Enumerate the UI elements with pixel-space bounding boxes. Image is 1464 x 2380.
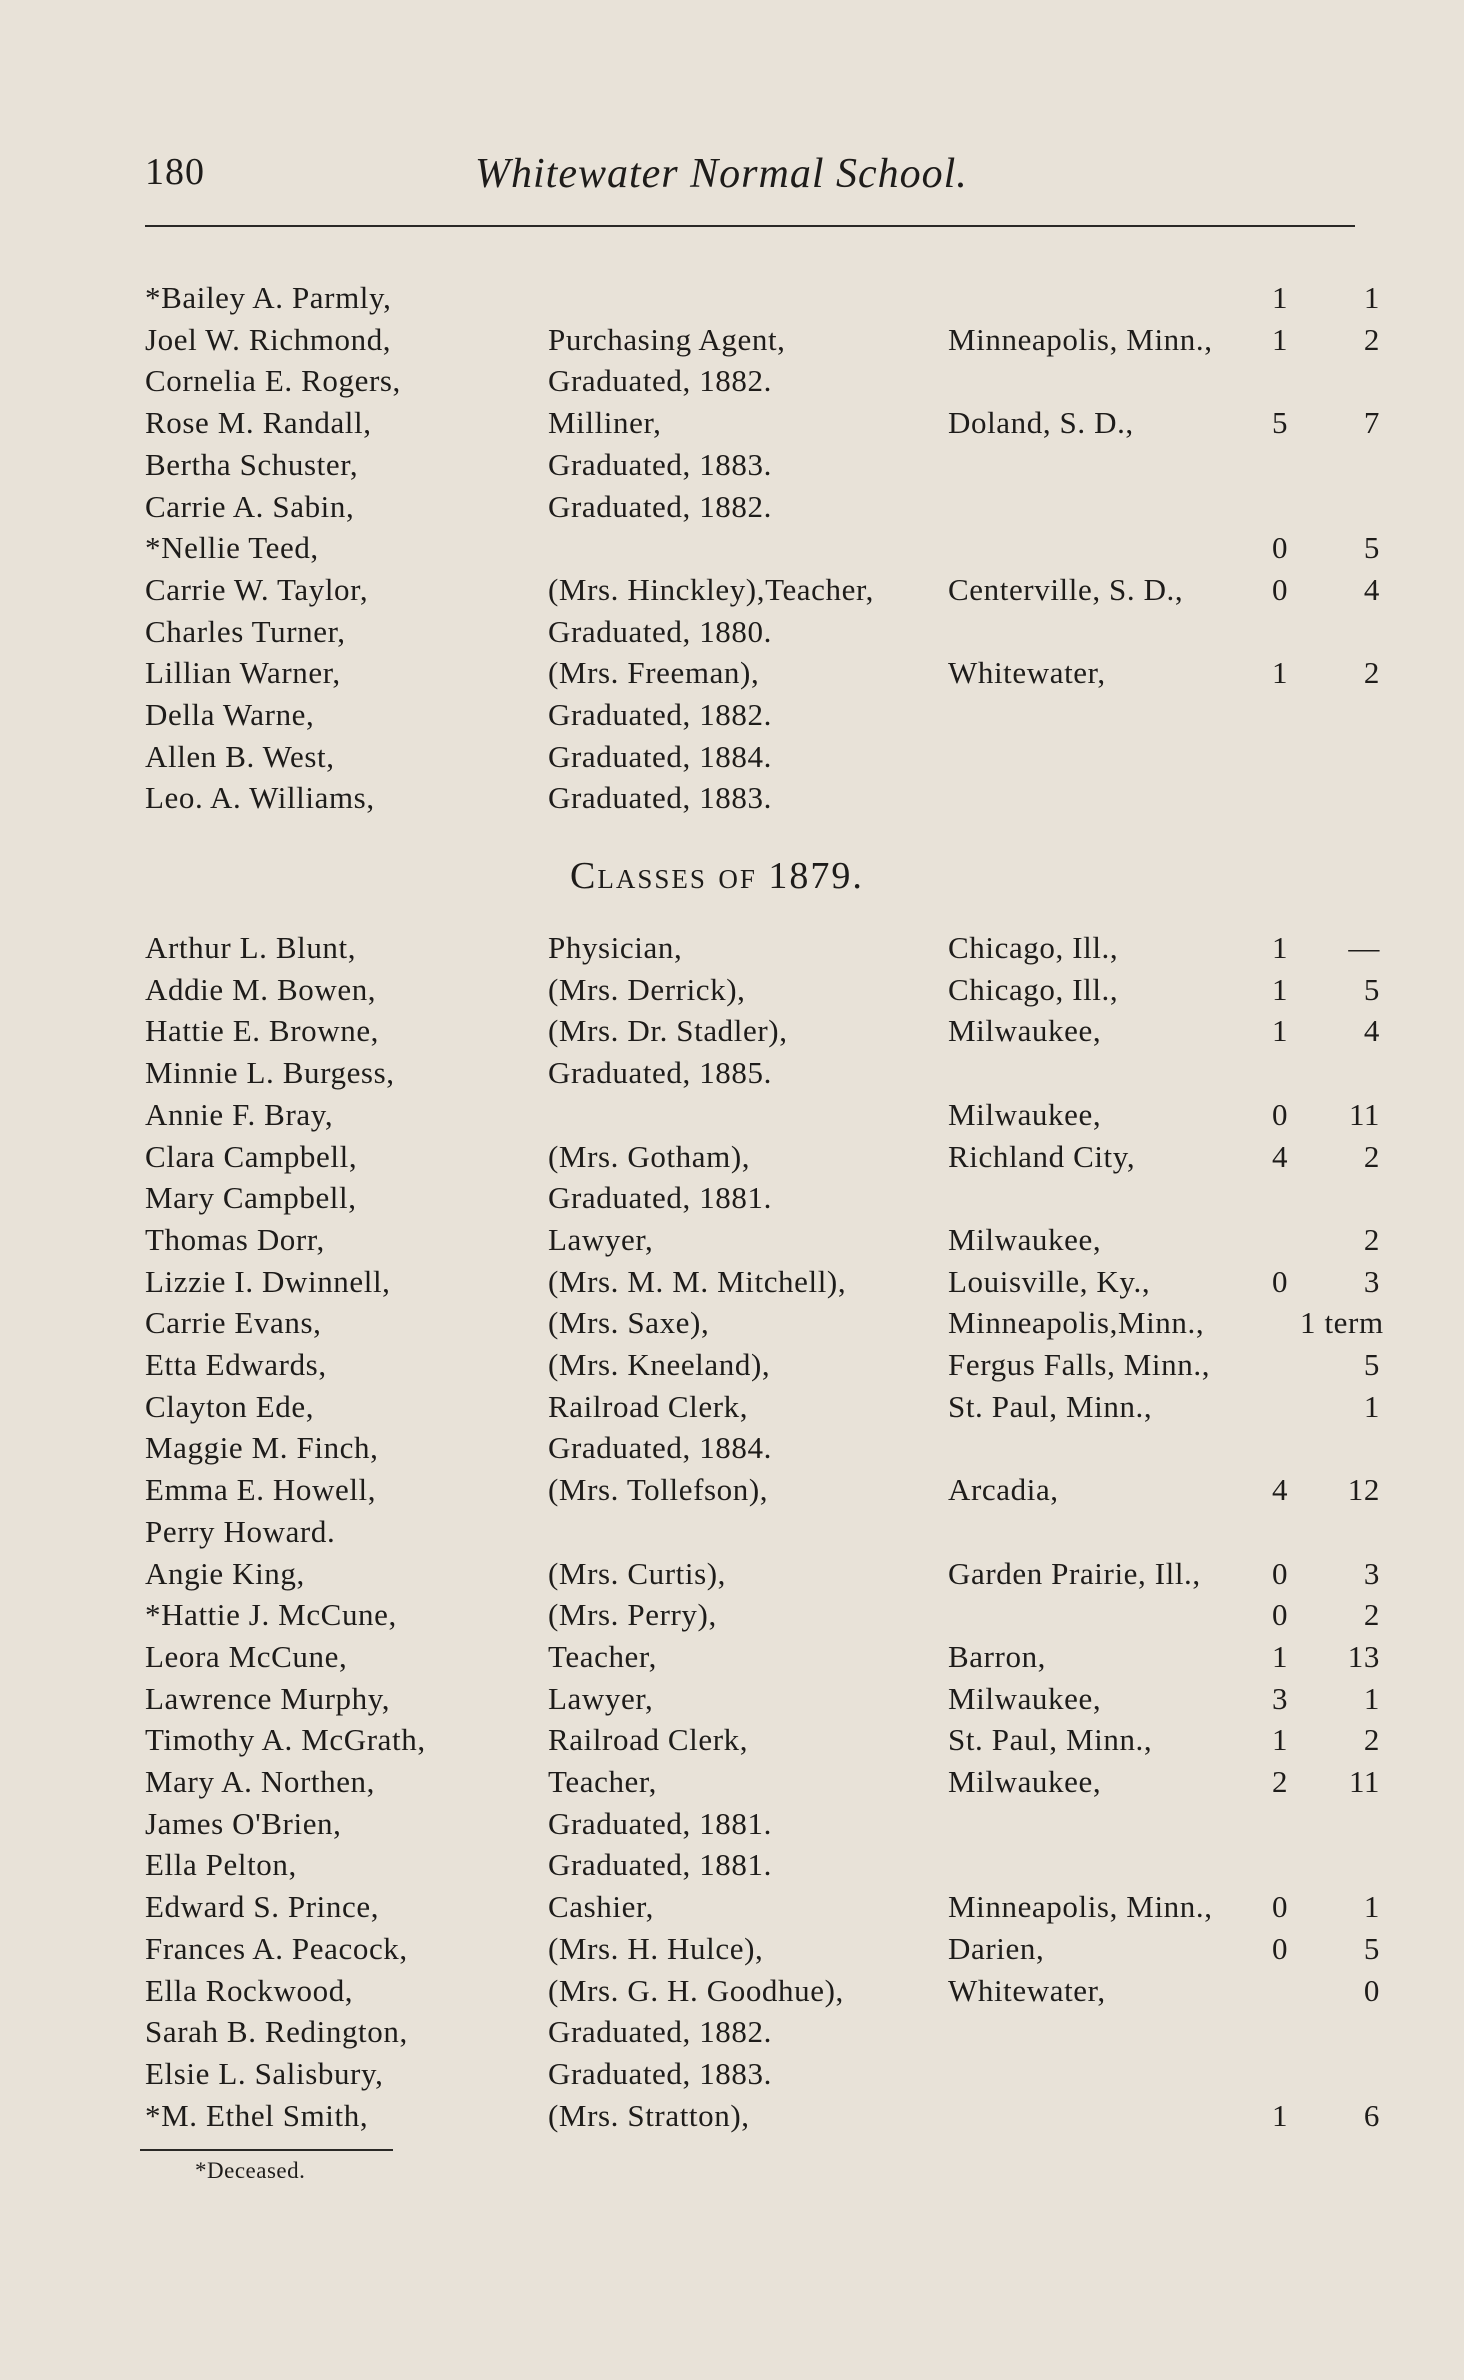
count-years: 1: [1271, 655, 1289, 691]
count-terms: 2: [1363, 1597, 1380, 1633]
location: Fergus Falls, Minn.,: [948, 1347, 1211, 1382]
footnote: *Deceased.: [195, 2158, 306, 2183]
person-name: Allen B. West,: [145, 738, 335, 774]
count-years: 1: [1271, 2097, 1289, 2133]
location: Doland, S. D.,: [948, 405, 1134, 441]
entry-row: [0, 1178, 1464, 1218]
entry-row: [0, 320, 1464, 360]
person-name: Lizzie I. Dwinnell,: [145, 1263, 391, 1299]
count-terms: 2: [1363, 655, 1380, 691]
entry-row: [0, 1554, 1464, 1594]
occupation: (Mrs. H. Hulce),: [548, 1930, 764, 1966]
count-years: 0: [1271, 1555, 1289, 1591]
count-years: 3: [1271, 1680, 1289, 1716]
entry-row: [0, 612, 1464, 652]
person-name: Edward S. Prince,: [145, 1889, 380, 1925]
occupation: Graduated, 1885.: [548, 1055, 772, 1091]
location: Arcadia,: [948, 1472, 1059, 1508]
person-name: Clara Campbell,: [145, 1138, 358, 1174]
entry-row: [0, 1428, 1464, 1468]
occupation: Railroad Clerk,: [548, 1388, 749, 1424]
occupation: Graduated, 1881.: [548, 1180, 772, 1216]
entry-row: [0, 278, 1464, 318]
person-name: Hattie E. Browne,: [145, 1013, 380, 1049]
location: Minneapolis,Minn.,: [948, 1305, 1205, 1341]
count-terms: 1: [1363, 1388, 1380, 1424]
count-terms: 5: [1363, 971, 1380, 1007]
person-name: Maggie M. Finch,: [145, 1430, 379, 1466]
count-years: 4: [1271, 1472, 1289, 1508]
location: Milwaukee,: [948, 1680, 1102, 1716]
person-name: Minnie L. Burgess,: [145, 1055, 395, 1091]
person-name: Mary Campbell,: [145, 1180, 357, 1216]
count-terms: 2: [1363, 1722, 1380, 1758]
occupation: Teacher,: [548, 1638, 657, 1674]
count-years: 1: [1271, 1722, 1289, 1758]
count-terms: 1: [1363, 1680, 1380, 1716]
count-terms: 5: [1363, 1930, 1380, 1966]
occupation: (Mrs. Perry),: [548, 1597, 717, 1633]
count-terms: 12: [1347, 1472, 1380, 1508]
count-years: 0: [1271, 1930, 1289, 1966]
occupation: Graduated, 1884.: [548, 738, 772, 774]
entry-row: [0, 403, 1464, 443]
location: St. Paul, Minn.,: [948, 1388, 1153, 1424]
entry-row: [0, 1053, 1464, 1093]
person-name: Sarah B. Redington,: [145, 2014, 408, 2050]
count-years: 0: [1271, 1597, 1289, 1633]
count-terms: 5: [1363, 530, 1380, 566]
person-name: Lawrence Murphy,: [145, 1680, 391, 1716]
person-name: Bertha Schuster,: [145, 446, 359, 482]
person-name: Joel W. Richmond,: [145, 321, 392, 357]
location: Louisville, Ky.,: [948, 1263, 1151, 1299]
person-name: James O'Brien,: [145, 1805, 342, 1841]
entry-row: [0, 928, 1464, 968]
occupation: (Mrs. Dr. Stadler),: [548, 1013, 788, 1049]
count-years: 0: [1271, 1889, 1289, 1925]
person-name: *Nellie Teed,: [145, 530, 319, 566]
page-header: [145, 150, 1355, 210]
entry-row: [0, 1345, 1464, 1385]
count-years: 1: [1271, 280, 1289, 315]
person-name: Clayton Ede,: [145, 1388, 315, 1424]
person-name: Perry Howard.: [145, 1513, 336, 1549]
count-terms: 4: [1363, 571, 1380, 607]
person-name: Rose M. Randall,: [145, 405, 372, 441]
count-terms: 5: [1363, 1347, 1380, 1382]
occupation: Graduated, 1882.: [548, 488, 772, 524]
entry-row: [0, 2054, 1464, 2094]
person-name: Carrie Evans,: [145, 1305, 322, 1341]
section-title: Classes of 1879.: [570, 855, 864, 897]
location: Chicago, Ill.,: [948, 971, 1119, 1007]
person-name: Annie F. Bray,: [145, 1096, 334, 1132]
count-years: 1: [1271, 321, 1289, 357]
running-title: Whitewater Normal School.: [475, 151, 968, 197]
person-name: Della Warne,: [145, 697, 315, 732]
entry-row: [0, 1303, 1464, 1343]
entry-row: [0, 970, 1464, 1010]
entry-row: [0, 445, 1464, 485]
location: Whitewater,: [948, 655, 1106, 691]
count-years: 0: [1271, 571, 1289, 607]
person-name: Mary A. Northen,: [145, 1764, 376, 1799]
entry-row: [0, 778, 1464, 818]
footnote-rule: [140, 2149, 393, 2151]
count-terms: 7: [1363, 405, 1380, 441]
occupation: Graduated, 1883.: [548, 780, 772, 816]
person-name: Leora McCune,: [145, 1638, 348, 1674]
location: St. Paul, Minn.,: [948, 1722, 1153, 1758]
entry-row: [0, 1720, 1464, 1760]
location: Darien,: [948, 1930, 1045, 1966]
occupation: (Mrs. G. H. Goodhue),: [548, 1972, 844, 2008]
count-terms: 2: [1363, 1138, 1380, 1174]
entry-row: [0, 1929, 1464, 1969]
location: Minneapolis, Minn.,: [948, 1889, 1213, 1925]
occupation: Graduated, 1882.: [548, 697, 772, 732]
person-name: *Hattie J. McCune,: [145, 1597, 397, 1633]
location: Garden Prairie, Ill.,: [948, 1555, 1201, 1591]
occupation: Graduated, 1881.: [548, 1847, 772, 1883]
count-terms: 3: [1363, 1263, 1380, 1299]
occupation: (Mrs. Curtis),: [548, 1555, 727, 1591]
entry-row: [0, 1137, 1464, 1177]
person-name: Carrie W. Taylor,: [145, 571, 369, 607]
count-years: 4: [1271, 1138, 1289, 1174]
person-name: Arthur L. Blunt,: [145, 930, 357, 965]
entry-row: [0, 1762, 1464, 1802]
occupation: Cashier,: [548, 1889, 655, 1925]
count-terms: 6: [1363, 2097, 1380, 2133]
occupation: (Mrs. Gotham),: [548, 1138, 751, 1174]
occupation: Physician,: [548, 930, 683, 965]
occupation: Railroad Clerk,: [548, 1722, 749, 1758]
entry-row: [0, 1220, 1464, 1260]
occupation: Graduated, 1883.: [548, 2055, 772, 2091]
occupation: Purchasing Agent,: [548, 321, 786, 357]
location: Richland City,: [948, 1138, 1136, 1174]
person-name: Elsie L. Salisbury,: [145, 2055, 384, 2091]
entry-row: [0, 2096, 1464, 2136]
person-name: Ella Pelton,: [145, 1847, 297, 1883]
occupation: (Mrs. Freeman),: [548, 655, 760, 691]
person-name: Emma E. Howell,: [145, 1472, 377, 1508]
count-years: 5: [1271, 405, 1289, 441]
location: Minneapolis, Minn.,: [948, 321, 1213, 357]
location: Milwaukee,: [948, 1013, 1102, 1049]
occupation: Graduated, 1882.: [548, 2014, 772, 2050]
count-years: 0: [1271, 530, 1289, 566]
count-terms: 3: [1363, 1555, 1380, 1591]
occupation: (Mrs. Saxe),: [548, 1305, 710, 1341]
person-name: *Bailey A. Parmly,: [145, 280, 392, 315]
person-name: Timothy A. McGrath,: [145, 1722, 426, 1758]
count-years: 1: [1271, 1013, 1289, 1049]
count-terms: 4: [1363, 1013, 1380, 1049]
entry-row: [0, 1887, 1464, 1927]
count-years: 1: [1271, 930, 1289, 965]
entry-row: [0, 653, 1464, 693]
occupation: Graduated, 1884.: [548, 1430, 772, 1466]
location: Chicago, Ill.,: [948, 930, 1119, 965]
person-name: Addie M. Bowen,: [145, 971, 377, 1007]
entry-row: [0, 1387, 1464, 1427]
location: Milwaukee,: [948, 1221, 1102, 1257]
entry-row: [0, 487, 1464, 527]
count-terms: 11: [1348, 1096, 1380, 1132]
occupation: Lawyer,: [548, 1680, 654, 1716]
count-terms: 1 term: [1300, 1305, 1384, 1341]
page-number: 180: [145, 151, 205, 193]
person-name: Lillian Warner,: [145, 655, 341, 691]
entry-row: [0, 695, 1464, 735]
occupation: Milliner,: [548, 405, 662, 441]
count-terms: 0: [1363, 1972, 1380, 2008]
entry-row: [0, 1804, 1464, 1844]
occupation: Lawyer,: [548, 1221, 654, 1257]
occupation: (Mrs. Kneeland),: [548, 1347, 771, 1382]
count-years: 1: [1271, 971, 1289, 1007]
count-terms: 1: [1363, 1889, 1380, 1925]
location: Milwaukee,: [948, 1096, 1102, 1132]
entry-row: [0, 737, 1464, 777]
person-name: Etta Edwards,: [145, 1347, 327, 1382]
entry-row: [0, 1637, 1464, 1677]
entry-row: [0, 2012, 1464, 2052]
occupation: (Mrs. M. M. Mitchell),: [548, 1263, 847, 1299]
location: Centerville, S. D.,: [948, 571, 1184, 607]
count-years: 1: [1271, 1638, 1289, 1674]
person-name: Ella Rockwood,: [145, 1972, 354, 2008]
person-name: Angie King,: [145, 1555, 305, 1591]
occupation: Graduated, 1880.: [548, 613, 772, 649]
person-name: Cornelia E. Rogers,: [145, 363, 401, 399]
occupation: Graduated, 1882.: [548, 363, 772, 399]
count-years: 2: [1271, 1764, 1289, 1799]
entry-row: [0, 1679, 1464, 1719]
entry-row: [0, 1595, 1464, 1635]
entry-row: [0, 1470, 1464, 1510]
occupation: (Mrs. Tollefson),: [548, 1472, 769, 1508]
entry-row: [0, 570, 1464, 610]
location: Barron,: [948, 1638, 1047, 1674]
entry-row: [0, 1971, 1464, 2011]
person-name: Leo. A. Williams,: [145, 780, 375, 816]
entry-row: [0, 1262, 1464, 1302]
count-terms: 2: [1363, 1221, 1380, 1257]
entry-row: [0, 1512, 1464, 1552]
header-rule: [145, 225, 1355, 227]
person-name: Charles Turner,: [145, 613, 346, 649]
occupation: Graduated, 1883.: [548, 446, 772, 482]
entry-row: [0, 1845, 1464, 1885]
person-name: Carrie A. Sabin,: [145, 488, 355, 524]
occupation: (Mrs. Hinckley),Teacher,: [548, 571, 875, 607]
entry-row: [0, 528, 1464, 568]
entry-row: [0, 361, 1464, 401]
count-years: 0: [1271, 1096, 1289, 1132]
occupation: (Mrs. Derrick),: [548, 971, 746, 1007]
person-name: Thomas Dorr,: [145, 1221, 325, 1257]
location: Milwaukee,: [948, 1764, 1102, 1799]
location: Whitewater,: [948, 1972, 1106, 2008]
count-terms: 11: [1348, 1764, 1380, 1799]
count-terms: 1: [1363, 280, 1380, 315]
occupation: (Mrs. Stratton),: [548, 2097, 750, 2133]
count-years: 0: [1271, 1263, 1289, 1299]
person-name: Frances A. Peacock,: [145, 1930, 408, 1966]
entry-row: [0, 1011, 1464, 1051]
count-terms: 13: [1347, 1638, 1380, 1674]
count-terms: 2: [1363, 321, 1380, 357]
occupation: Teacher,: [548, 1764, 657, 1799]
count-terms: —: [1348, 930, 1380, 965]
person-name: *M. Ethel Smith,: [145, 2097, 369, 2133]
occupation: Graduated, 1881.: [548, 1805, 772, 1841]
entry-row: [0, 1095, 1464, 1135]
